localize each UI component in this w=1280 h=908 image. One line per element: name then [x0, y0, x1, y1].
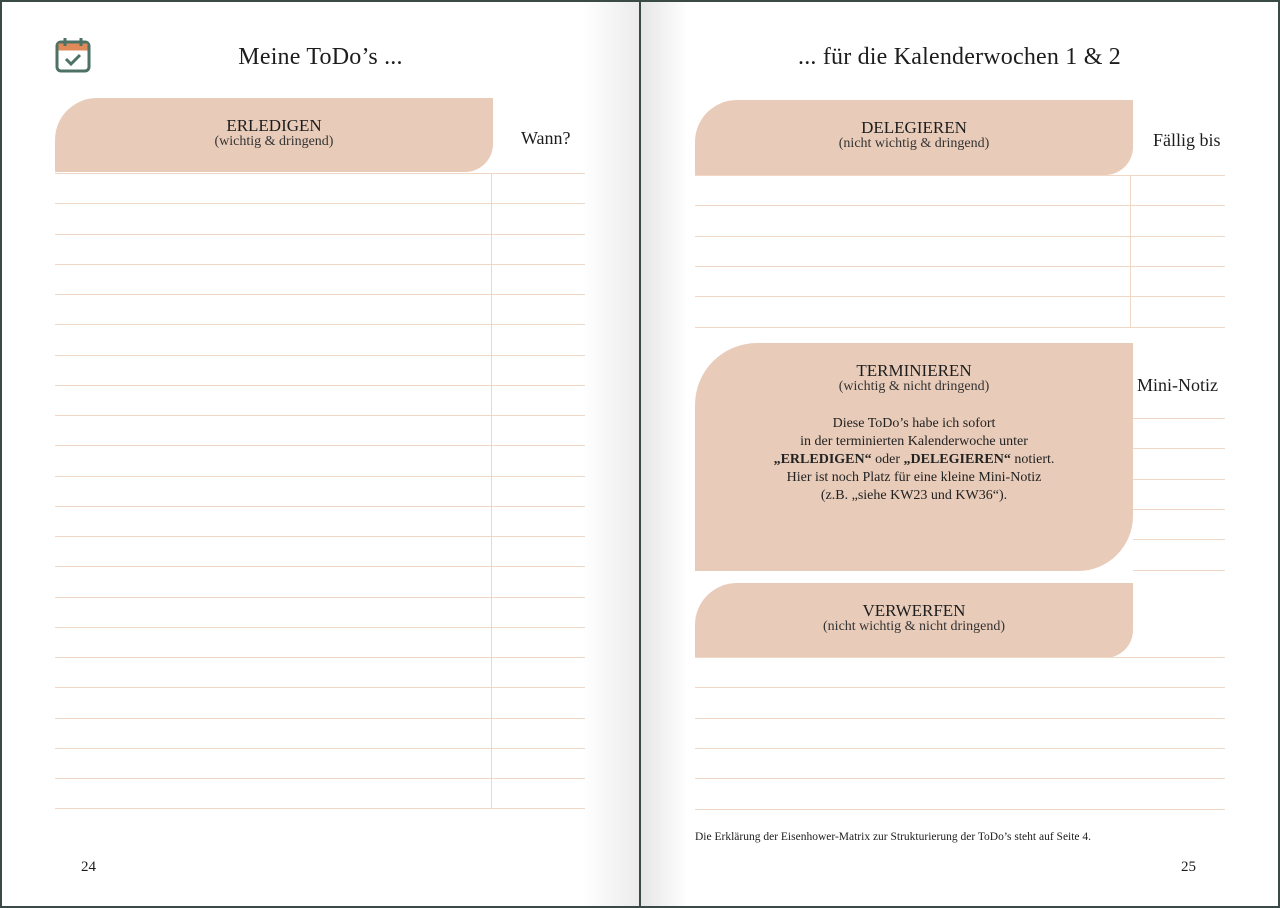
- ruled-line[interactable]: [55, 324, 585, 325]
- ruled-line[interactable]: [695, 296, 1225, 297]
- text: oder: [871, 452, 904, 467]
- section-title: VERWERFEN: [862, 601, 966, 620]
- ruled-line[interactable]: [55, 294, 585, 295]
- desc-line: (z.B. „siehe KW23 und KW36“).: [820, 488, 1008, 503]
- ruled-line[interactable]: [55, 687, 585, 688]
- delegieren-header: [695, 100, 1133, 175]
- desc-line: in der terminierten Kalenderwoche unter: [800, 434, 1028, 449]
- ruled-line[interactable]: [55, 748, 585, 749]
- section-title: ERLEDIGEN: [226, 116, 322, 135]
- desc-line: Hier ist noch Platz für eine kleine Mini-Notiz: [786, 470, 1042, 485]
- column-divider: [491, 173, 492, 809]
- section-subtitle: (nicht wichtig & dringend): [838, 136, 990, 151]
- ruled-line[interactable]: [55, 718, 585, 719]
- ruled-line[interactable]: [695, 175, 1225, 176]
- mini-note-label: Mini-Notiz: [1137, 375, 1218, 395]
- ruled-line[interactable]: [695, 778, 1225, 779]
- section-title: TERMINIEREN: [856, 361, 972, 380]
- text: notiert.: [1010, 452, 1055, 467]
- ruled-line[interactable]: [55, 778, 585, 779]
- ruled-line[interactable]: [55, 476, 585, 477]
- desc-line: Diese ToDo’s habe ich sofort: [832, 416, 996, 431]
- ruled-line[interactable]: [1133, 539, 1225, 540]
- ruled-line[interactable]: [55, 415, 585, 416]
- column-divider: [1130, 175, 1131, 327]
- page-title: Meine ToDo’s ...: [238, 44, 403, 70]
- ruled-line[interactable]: [55, 536, 585, 537]
- ruled-line[interactable]: [695, 657, 1225, 658]
- ruled-line[interactable]: [55, 385, 585, 386]
- erledigen-header: [55, 98, 493, 172]
- ruled-line[interactable]: [55, 506, 585, 507]
- ruled-line[interactable]: [55, 808, 585, 809]
- ruled-line[interactable]: [1133, 479, 1225, 480]
- ruled-line[interactable]: [55, 445, 585, 446]
- section-subtitle: (nicht wichtig & nicht dringend): [823, 619, 1005, 634]
- ruled-line[interactable]: [695, 748, 1225, 749]
- ruled-line[interactable]: [55, 566, 585, 567]
- ruled-line[interactable]: [695, 809, 1225, 810]
- ruled-line[interactable]: [55, 355, 585, 356]
- section-subtitle: (wichtig & nicht dringend): [838, 379, 990, 394]
- ruled-line[interactable]: [55, 234, 585, 235]
- section-subtitle: (wichtig & dringend): [214, 134, 334, 149]
- ruled-line[interactable]: [1133, 448, 1225, 449]
- ruled-line[interactable]: [55, 627, 585, 628]
- bold-term: „DELEGIEREN“: [903, 452, 1011, 467]
- right-page: [641, 2, 1278, 906]
- section-title: DELEGIEREN: [861, 118, 967, 137]
- ruled-line[interactable]: [695, 687, 1225, 688]
- verwerfen-header: [695, 583, 1133, 658]
- page-title: ... für die Kalenderwochen 1 & 2: [798, 44, 1121, 70]
- ruled-line[interactable]: [1133, 509, 1225, 510]
- ruled-line[interactable]: [55, 203, 585, 204]
- ruled-line[interactable]: [55, 264, 585, 265]
- when-label: Wann?: [521, 128, 571, 148]
- ruled-line[interactable]: [55, 657, 585, 658]
- bold-term: „ERLEDIGEN“: [773, 452, 872, 467]
- terminieren-description: [695, 415, 1133, 505]
- ruled-line[interactable]: [55, 597, 585, 598]
- desc-line: [695, 451, 1133, 469]
- ruled-line[interactable]: [695, 236, 1225, 237]
- due-label: Fällig bis: [1153, 130, 1221, 150]
- left-page: [2, 2, 639, 906]
- ruled-line[interactable]: [695, 266, 1225, 267]
- ruled-line[interactable]: [695, 205, 1225, 206]
- page-number: 25: [1181, 859, 1196, 875]
- ruled-line[interactable]: [695, 327, 1225, 328]
- page-number: 24: [81, 859, 96, 875]
- terminieren-box: [695, 343, 1133, 571]
- ruled-line[interactable]: [1133, 418, 1225, 419]
- ruled-line[interactable]: [1133, 570, 1225, 571]
- ruled-line[interactable]: [55, 173, 585, 174]
- footnote: Die Erklärung der Eisenhower-Matrix zur Strukturierung der ToDo’s steht auf Seite 4.: [695, 831, 1092, 843]
- ruled-line[interactable]: [695, 718, 1225, 719]
